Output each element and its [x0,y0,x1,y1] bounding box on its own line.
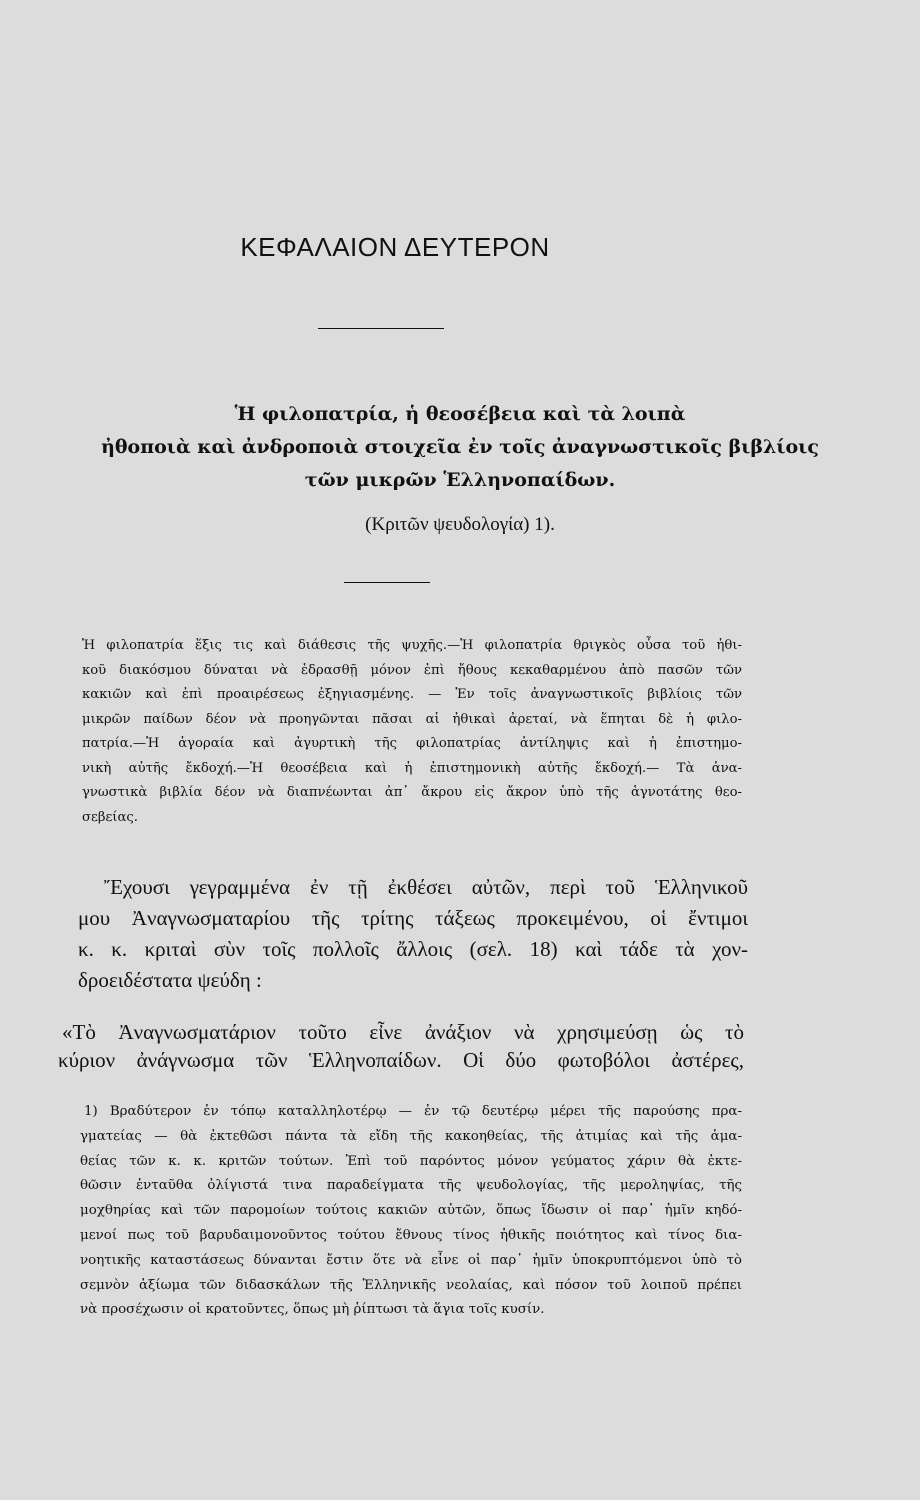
footnote-line: θῶσιν ἐνταῦθα ὀλίγιστά τινα παραδείγματα τῆς ψευδολογίας, τῆς μεροληψίας, τῆς [80,1178,742,1194]
heading-line: τῶν μικρῶν Ἑλληνοπαίδων. [304,469,616,491]
chapter-title: ΚΕΦΑΛΑΙΟΝ ΔΕΥΤΕΡΟΝ [240,232,550,262]
quote-line: κύριον ἀνάγνωσμα τῶν Ἑλληνοπαίδων. Οἱ δύο φωτοβόλοι ἀστέρες, [58,1048,744,1072]
body-line: μου Ἀναγνωσματαρίου τῆς τρίτης τάξεως προκειμένου, οἱ ἔντιμοι [78,906,748,930]
footnote-line: μοχθηρίας καὶ τῶν παρομοίων τούτοις κακιῶν αὐτῶν, ὅπως ἴδωσιν οἱ παρ᾽ ἡμῖν κηδό- [80,1203,742,1219]
quote-paragraph [58,1018,744,1074]
summary-line: μικρῶν παίδων δέον νὰ προηγῶνται πᾶσαι αἱ ἠθικαὶ ἀρεταί, νὰ ἕπηται δὲ ἡ φιλο- [82,711,742,727]
summary-line: νικὴ αὐτῆς ἔκδοχή.—Ἡ θεοσέβεια καὶ ἡ ἐπιστημονικὴ αὐτῆς ἔκδοχή.— Τὰ ἀνα- [82,760,742,776]
section-subheading: (Κριτῶν ψευδολογία) 1). [365,514,555,535]
summary-line: Ἡ φιλοπατρία ἕξις τις καὶ διάθεσις τῆς ψυχῆς.—Ἡ φιλοπατρία θριγκὸς οὖσα τοῦ ἠθι- [82,638,742,653]
footnote-line: θείας τῶν κ. κ. κριτῶν τούτων. Ἐπὶ τοῦ παρόντος μόνον γεύματος χάριν θὰ ἐκτε- [80,1153,742,1169]
quote-line: «Τὸ Ἀναγνωσματάριον τοῦτο εἶνε ἀνάξιον νὰ χρησιμεύσῃ ὡς τὸ [62,1020,744,1044]
body-line: Ἔχουσι γεγραμμένα ἐν τῇ ἐκθέσει αὐτῶν, περὶ τοῦ Ἑλληνικοῦ [104,875,748,899]
footnote [80,1100,742,1323]
divider-rule [318,328,444,329]
footnote-line: νοητικῆς καταστάσεως δύνανται ἔστιν ὅτε νὰ εἶνε οἱ παρ᾽ ἡμῖν ὑποκρυπτόμενοι ὑπὸ τὸ [80,1252,742,1268]
summary-line: κακιῶν καὶ ἐπὶ προαιρέσεως ἐξηγιασμένης. — Ἐν τοῖς ἀναγνωστικοῖς βιβλίοις τῶν [82,687,742,702]
footnote-line: νὰ προσέχωσιν οἱ κρατοῦντες, ὅπως μὴ ῥίπτωσι τὰ ἅγια τοῖς κυσίν. [80,1302,545,1318]
footnote-line: 1) Βραδύτερον ἐν τόπῳ καταλληλοτέρῳ — ἐν τῷ δευτέρῳ μέρει τῆς παρούσης πρα- [84,1104,742,1119]
summary-line: πατρία.—Ἡ ἀγοραία καὶ ἀγυρτικὴ τῆς φιλοπατρίας ἀντίληψις καὶ ἡ ἐπιστημο- [82,736,742,751]
heading-line: Ἡ φιλοπατρία, ἡ θεοσέβεια καὶ τὰ λοιπὰ [234,403,686,425]
heading-line: ἠθοποιὰ καὶ ἀνδροποιὰ στοιχεῖα ἐν τοῖς ἀναγνωστικοῖς βιβλίοις [101,436,819,458]
divider-rule [344,582,430,583]
summary-line: σεβείας. [82,809,138,825]
footnote-line: γματείας — θὰ ἐκτεθῶσι πάντα τὰ εἴδη τῆς κακοηθείας, τῆς ἀτιμίας καὶ τῆς ἀμα- [80,1128,742,1144]
body-line: δροειδέστατα ψεύδη : [78,968,262,992]
footnote-line: σεμνὸν ἀξίωμα τῶν διδασκάλων τῆς Ἑλληνικῆς νεολαίας, καὶ πόσον τοῦ λοιποῦ πρέπει [80,1277,742,1293]
body-line: κ. κ. κριταὶ σὺν τοῖς πολλοῖς ἄλλοις (σελ. 18) καὶ τάδε τὰ χον- [78,937,748,961]
chapter-summary [82,634,742,830]
body-paragraph [78,872,748,996]
section-heading [0,398,920,497]
footnote-line: μενοί πως τοῦ βαρυδαιμονοῦντος τούτου ἔθνους τίνος ἠθικῆς ποιότητος καὶ τίνος δια- [80,1227,742,1243]
summary-line: γνωστικὰ βιβλία δέον νὰ διαπνέωνται ἀπ᾽ ἄκρου εἰς ἄκρον ὑπὸ τῆς ἁγνοτάτης θεο- [82,785,742,800]
summary-line: κοῦ διακόσμου δύναται νὰ ἑδρασθῇ μόνον ἐπὶ ἤθους κεκαθαρμένου ἀπὸ πασῶν τῶν [82,662,742,678]
